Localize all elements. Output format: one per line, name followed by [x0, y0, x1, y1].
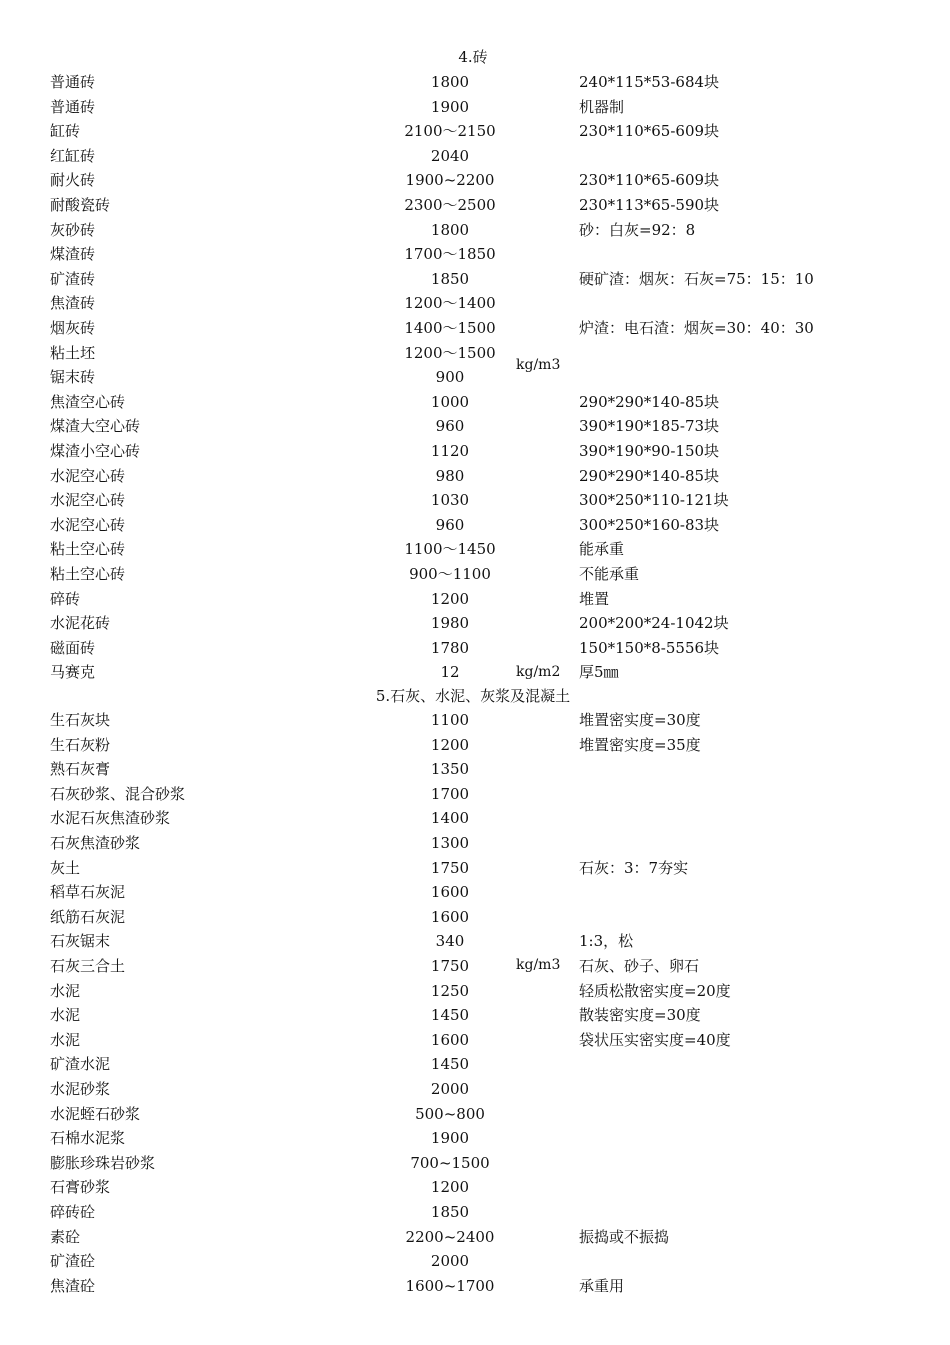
note-text: 390*190*90-150块	[579, 442, 720, 460]
density-value: 1850	[430, 1203, 470, 1221]
material-name: 水泥空心砖	[50, 466, 126, 485]
table-row	[0, 1225, 950, 1250]
note-text: 230*110*65-609块	[579, 122, 720, 141]
note-text: 砂：白灰=92：8	[579, 220, 696, 239]
material-name: 水泥空心砖	[50, 491, 126, 510]
table-row	[0, 611, 950, 636]
table-row	[0, 782, 950, 807]
table-row	[0, 856, 950, 881]
material-name: 普通砖	[50, 73, 96, 91]
table-row	[0, 414, 950, 439]
table-row	[0, 708, 950, 733]
note-text: 硬矿渣：烟灰：石灰=75：15：10	[579, 269, 814, 288]
density-value: 1120	[430, 442, 470, 460]
material-name: 纸筋石灰泥	[50, 907, 126, 926]
material-name: 煤渣小空心砖	[50, 442, 141, 460]
density-value: 1100～1450	[404, 540, 496, 559]
density-value: 1780	[430, 638, 470, 657]
unit-label-lime-cement: kg/m3	[516, 957, 561, 973]
density-value: 1900~2200	[405, 171, 495, 190]
material-name: 粘土空心砖	[50, 565, 126, 583]
density-value: 340	[435, 932, 465, 951]
material-name: 耐火砖	[50, 171, 96, 190]
table-row	[0, 1249, 950, 1274]
material-name: 焦渣砖	[50, 294, 96, 313]
table-row	[0, 390, 950, 415]
table-row	[0, 341, 950, 366]
table-row	[0, 439, 950, 464]
note-text: 300*250*110-121块	[579, 491, 729, 510]
material-name: 生石灰粉	[50, 735, 111, 754]
material-name: 缸砖	[50, 122, 81, 141]
material-name: 石灰锯末	[50, 932, 111, 951]
density-value: 1900	[430, 1129, 470, 1148]
density-value: 1700	[430, 784, 470, 803]
density-value: 2200~2400	[405, 1227, 495, 1246]
density-value: 2000	[430, 1080, 470, 1098]
table-row	[0, 562, 950, 587]
material-name: 灰砂砖	[50, 220, 96, 239]
density-value: 1800	[430, 220, 470, 239]
table-row	[0, 954, 950, 979]
table-row	[0, 660, 950, 685]
note-text: 290*290*140-85块	[579, 392, 720, 411]
material-name: 水泥蛭石砂浆	[50, 1104, 141, 1123]
material-name: 碎砖	[50, 589, 81, 608]
density-value: 12	[440, 663, 460, 682]
density-value: 1600	[430, 883, 470, 902]
table-row	[0, 1126, 950, 1151]
table-row	[0, 537, 950, 562]
density-value: 1600	[430, 907, 470, 926]
table-row	[0, 1028, 950, 1053]
table-row	[0, 929, 950, 954]
note-text: 230*110*65-609块	[579, 171, 720, 190]
table-row	[0, 144, 950, 169]
density-value: 1300	[430, 834, 470, 852]
table-row	[0, 267, 950, 292]
note-text: 石灰、砂子、卵石	[579, 957, 700, 975]
table-row	[0, 464, 950, 489]
table-row	[0, 365, 950, 390]
table-row	[0, 316, 950, 341]
density-value: 1450	[430, 1055, 470, 1074]
material-name: 水泥空心砖	[50, 515, 126, 534]
material-name: 灰土	[50, 858, 81, 877]
material-name: 石灰焦渣砂浆	[50, 834, 141, 852]
density-value: 1030	[430, 491, 470, 510]
material-name: 耐酸瓷砖	[50, 196, 111, 214]
note-text: 能承重	[579, 540, 625, 559]
density-value: 1450	[430, 1006, 470, 1025]
material-name: 煤渣砖	[50, 245, 96, 264]
table-row	[0, 193, 950, 218]
material-name: 矿渣水泥	[50, 1055, 111, 1074]
note-text: 轻质松散密实度=20度	[579, 981, 731, 1000]
material-name: 石棉水泥浆	[50, 1129, 126, 1148]
material-name: 生石灰块	[50, 711, 111, 729]
material-name: 粘土空心砖	[50, 540, 126, 559]
note-text: 石灰：3：7夯实	[579, 858, 689, 877]
density-value: 1600~1700	[405, 1276, 495, 1295]
material-name: 水泥	[50, 1006, 81, 1025]
note-text: 承重用	[579, 1276, 625, 1295]
table-row	[0, 806, 950, 831]
note-text: 堆置密实度=30度	[579, 711, 701, 729]
density-value: 900	[435, 368, 465, 387]
table-row	[0, 291, 950, 316]
note-text: 290*290*140-85块	[579, 466, 720, 485]
table-row	[0, 979, 950, 1004]
note-text: 袋状压实密实度=40度	[579, 1030, 731, 1049]
table-row	[0, 1274, 950, 1299]
density-value: 1200～1500	[404, 343, 496, 362]
density-value: 1600	[430, 1030, 470, 1049]
table-row	[0, 488, 950, 513]
density-value: 2040	[430, 146, 470, 165]
note-text: 堆置密实度=35度	[579, 735, 701, 754]
material-name: 煤渣大空心砖	[50, 417, 141, 436]
density-value: 960	[435, 417, 465, 436]
note-text: 150*150*8-5556块	[579, 638, 720, 657]
density-value: 980	[435, 466, 465, 485]
density-value: 1200	[430, 589, 470, 608]
material-name: 水泥	[50, 981, 81, 1000]
section-title-bricks: 4.砖	[458, 48, 488, 66]
density-value: 1250	[430, 981, 470, 1000]
table-row	[0, 831, 950, 856]
material-name: 碎砖砼	[50, 1203, 96, 1221]
table-row	[0, 242, 950, 267]
note-text: 不能承重	[579, 565, 640, 583]
section-title-lime-cement: 5.石灰、水泥、灰浆及混凝土	[375, 687, 571, 705]
table-row	[0, 1175, 950, 1200]
material-name: 素砼	[50, 1227, 81, 1246]
note-text: 厚5㎜	[579, 663, 619, 682]
table-row	[0, 880, 950, 905]
material-name: 粘土坯	[50, 343, 96, 362]
note-text: 390*190*185-73块	[579, 417, 720, 436]
density-value: 1400	[430, 809, 470, 828]
note-text: 300*250*160-83块	[579, 515, 720, 534]
density-value: 2000	[430, 1252, 470, 1271]
material-name: 普通砖	[50, 97, 96, 116]
table-row	[0, 95, 950, 120]
material-name: 锯末砖	[50, 368, 96, 387]
table-row	[0, 1200, 950, 1225]
material-name: 红缸砖	[50, 146, 96, 165]
density-value: 1200～1400	[404, 294, 496, 313]
table-row	[0, 1052, 950, 1077]
note-text: 240*115*53-684块	[579, 73, 720, 91]
table-row	[0, 587, 950, 612]
density-value: 1000	[430, 392, 470, 411]
table-row	[0, 168, 950, 193]
density-value: 1850	[430, 269, 470, 288]
table-row	[0, 1077, 950, 1102]
table-row	[0, 1151, 950, 1176]
table-row	[0, 757, 950, 782]
unit-label: kg/m2	[516, 664, 561, 681]
unit-label-bricks: kg/m3	[516, 357, 561, 373]
table-row	[0, 1003, 950, 1028]
material-name: 马赛克	[50, 663, 96, 682]
density-value: 1200	[430, 1178, 470, 1197]
note-text: 230*113*65-590块	[579, 196, 720, 214]
note-text: 200*200*24-1042块	[579, 614, 729, 633]
material-name: 焦渣砼	[50, 1276, 96, 1295]
material-name: 水泥石灰焦渣砂浆	[50, 809, 171, 828]
table-row	[0, 733, 950, 758]
note-text: 炉渣：电石渣：烟灰=30：40：30	[579, 319, 814, 337]
material-name: 稻草石灰泥	[50, 883, 126, 902]
density-value: 1750	[430, 957, 470, 975]
note-text: 振捣或不振捣	[579, 1227, 670, 1246]
material-name: 熟石灰膏	[50, 760, 111, 779]
density-value: 500~800	[415, 1104, 485, 1123]
density-value: 960	[435, 515, 465, 534]
material-name: 矿渣砖	[50, 269, 96, 288]
density-value: 1100	[430, 711, 470, 729]
density-value: 1900	[430, 97, 470, 116]
material-name: 石灰砂浆、混合砂浆	[50, 784, 186, 803]
density-value: 1350	[430, 760, 470, 779]
material-name: 焦渣空心砖	[50, 392, 126, 411]
table-row	[0, 1102, 950, 1127]
density-value: 2100～2150	[404, 122, 496, 141]
table-row	[0, 70, 950, 95]
material-name: 膨胀珍珠岩砂浆	[50, 1153, 156, 1172]
material-name: 石灰三合土	[50, 957, 126, 975]
material-name: 石膏砂浆	[50, 1178, 111, 1197]
density-value: 1400～1500	[404, 319, 496, 337]
density-value: 1700～1850	[404, 245, 496, 264]
material-name: 烟灰砖	[50, 319, 96, 337]
table-row	[0, 119, 950, 144]
density-value: 1200	[430, 735, 470, 754]
density-value: 1980	[430, 614, 470, 633]
material-name: 矿渣砼	[50, 1252, 96, 1271]
density-value: 700~1500	[410, 1153, 490, 1172]
material-name: 水泥花砖	[50, 614, 111, 633]
note-text: 散装密实度=30度	[579, 1006, 701, 1025]
table-row	[0, 513, 950, 538]
material-name: 水泥砂浆	[50, 1080, 111, 1098]
note-text: 机器制	[579, 97, 625, 116]
density-value: 1800	[430, 73, 470, 91]
density-value: 1750	[430, 858, 470, 877]
note-text: 堆置	[579, 589, 610, 608]
table-row	[0, 636, 950, 661]
material-name: 磁面砖	[50, 638, 96, 657]
density-value: 2300～2500	[404, 196, 496, 214]
table-row	[0, 218, 950, 243]
density-value: 900～1100	[409, 565, 491, 583]
note-text: 1:3，松	[579, 932, 634, 951]
table-row	[0, 905, 950, 930]
material-name: 水泥	[50, 1030, 81, 1049]
